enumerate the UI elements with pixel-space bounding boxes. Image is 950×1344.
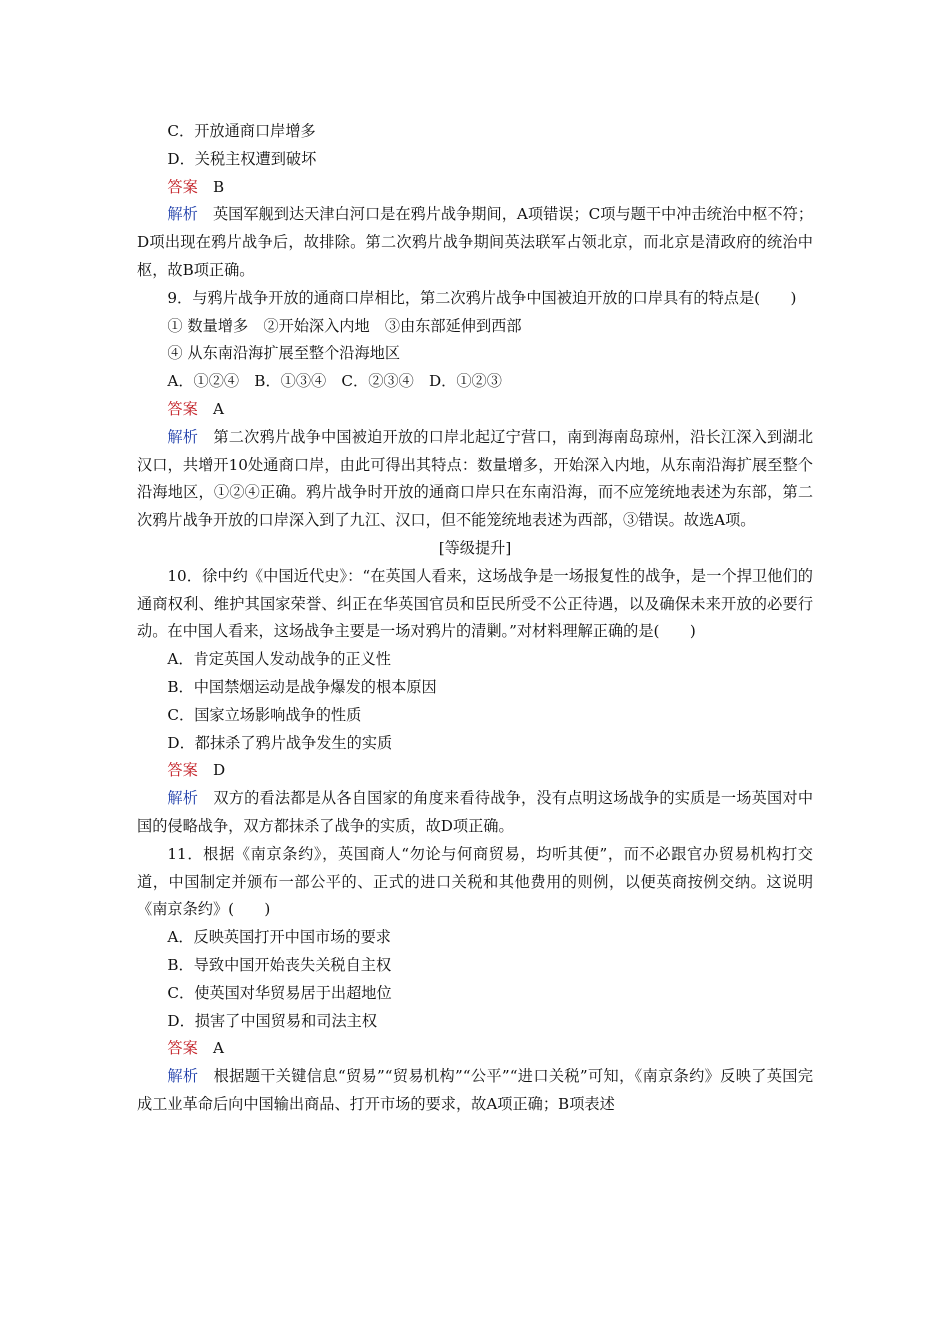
- analysis-label: 解析: [167, 1067, 199, 1086]
- q9-items-line2: ④ 从东南沿海扩展至整个沿海地区: [167, 344, 401, 363]
- q10-stem: 10．徐中约《中国近代史》：“在英国人看来，这场战争是一场报复性的战争，是一个捍卫他们的通商权利、维护其国家荣誉、纠正在华英国官员和臣民所受不公正待遇，以及确保未来开放的必要行动。在中国人看来，这场战争主要是一场对鸦片的清剿。”对材料理解正确的是( ): [137, 566, 813, 641]
- analysis-label: 解析: [167, 205, 198, 224]
- answer-label: 答案: [167, 1039, 198, 1058]
- q9-items-line1: ① 数量增多 ②开始深入内地 ③由东部延伸到西部: [167, 316, 522, 335]
- answer-label: 答案: [167, 399, 198, 418]
- q11-answer-line: [137, 1035, 813, 1063]
- q8-analysis-text: 英国军舰到达天津白河口是在鸦片战争期间，A项错误；C项与题干中冲击统治中枢不符；D项出现在鸦片战争后，故排除。第二次鸦片战争期间英法联军占领北京，而北京是清政府的统治中枢，故B项正确。: [137, 205, 814, 279]
- q8-answer-line: [137, 174, 813, 202]
- q10-option-c: C．国家立场影响战争的性质: [167, 705, 362, 724]
- q9-answer-line: [137, 396, 813, 424]
- q11-option-a: A．反映英国打开中国市场的要求: [167, 928, 391, 947]
- q11-option-d: D．损害了中国贸易和司法主权: [167, 1011, 378, 1030]
- section-title: [等级提升]: [438, 538, 512, 557]
- q8-option-d: D．关税主权遭到破坏: [167, 149, 317, 168]
- q9-analysis-text: 第二次鸦片战争中国被迫开放的口岸北起辽宁营口，南到海南岛琼州，沿长江深入到湖北汉口，共增开10处通商口岸，由此可得出其特点：数量增多，开始深入内地，从东南沿海扩展至整个沿海地区，①②④正确。鸦片战争时开放的通商口岸只在东南沿海，而不应笼统地表述为东部，第二次鸦片战争开放的口岸深入到了九江、汉口，但不能笼统地表述为西部，③错误。故选A项。: [137, 427, 814, 530]
- q9-analysis: [137, 424, 813, 535]
- q11-option-b: B．导致中国开始丧失关税自主权: [167, 955, 392, 974]
- q11-analysis: [137, 1063, 813, 1119]
- q10-answer-value: D: [212, 761, 226, 780]
- q11-option-c: C．使英国对华贸易居于出超地位: [167, 983, 392, 1002]
- q10-option-b: B．中国禁烟运动是战争爆发的根本原因: [167, 677, 437, 696]
- q9-stem: 9．与鸦片战争开放的通商口岸相比，第二次鸦片战争中国被迫开放的口岸具有的特点是( ): [167, 288, 797, 307]
- q8-option-c: C．开放通商口岸增多: [167, 122, 316, 140]
- analysis-label: 解析: [167, 427, 199, 446]
- answer-label: 答案: [167, 177, 198, 196]
- q10-option-a: A．肯定英国人发动战争的正义性: [167, 650, 391, 669]
- q8-analysis: [137, 201, 813, 284]
- q11-answer-value: A: [212, 1039, 224, 1058]
- q9-answer-value: A: [212, 399, 224, 418]
- answer-label: 答案: [167, 761, 198, 780]
- q10-analysis: [137, 785, 813, 841]
- q9-options: A．①②④ B．①③④ C．②③④ D．①②③: [167, 372, 502, 391]
- q10-option-d: D．都抹杀了鸦片战争发生的实质: [167, 733, 393, 752]
- q10-answer-line: [137, 757, 813, 785]
- q11-stem: 11．根据《南京条约》，英国商人“勿论与何商贸易，均听其便”，而不必跟官办贸易机构打交道，中国制定并颁布一部公平的、正式的进口关税和其他费用的则例，以便英商按例交纳。这说明《南京条约》( ): [137, 844, 813, 919]
- analysis-label: 解析: [167, 789, 199, 808]
- document-page: [137, 118, 813, 1119]
- q10-analysis-text: 双方的看法都是从各自国家的角度来看待战争，没有点明这场战争的实质是一场英国对中国的侵略战争，双方都抹杀了战争的实质，故D项正确。: [137, 789, 814, 835]
- q11-analysis-text: 根据题干关键信息“贸易”“贸易机构”“公平”“进口关税”可知，《南京条约》反映了英国完成工业革命后向中国输出商品、打开市场的要求，故A项正确；B项表述: [137, 1067, 814, 1113]
- q8-answer-value: B: [212, 177, 225, 196]
